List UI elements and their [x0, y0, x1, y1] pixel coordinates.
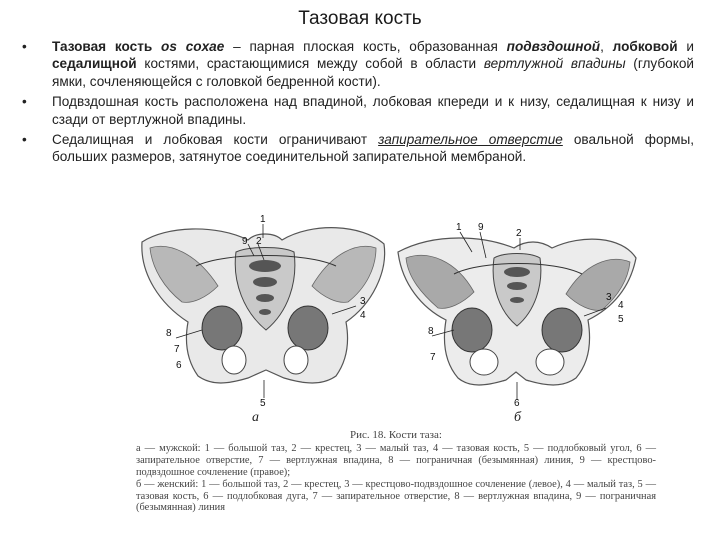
- figure-number-label: 7: [430, 352, 436, 363]
- figure-number-label: 5: [260, 398, 266, 409]
- bullet-item: [22, 93, 694, 128]
- bullet-list: [22, 38, 694, 169]
- bullet-text-run: (глубокой ямки, сочленяющейся с головкой бедренной кости).: [52, 56, 694, 89]
- female-pelvis-drawing: [398, 232, 636, 400]
- male-pelvis-drawing: [142, 224, 385, 398]
- bullet-dot: •: [22, 94, 27, 110]
- pelvis-figure: [136, 212, 656, 430]
- figure-caption: [136, 430, 656, 514]
- figure-letter-b: б: [514, 410, 522, 425]
- figure-number-label: 6: [514, 398, 520, 409]
- figure-number-label: 9: [242, 236, 248, 247]
- bullet-dot: •: [22, 39, 27, 54]
- figure-number-label: 2: [256, 236, 262, 247]
- bullet-text-run: ,: [600, 39, 613, 54]
- bullet-text-run: Седалищная и лобковая кости ограничивают: [52, 132, 379, 148]
- bullet-item: [22, 38, 694, 90]
- figure-number-label: 6: [176, 360, 182, 371]
- figure-letter-a: а: [252, 410, 259, 425]
- bullet-item: [22, 131, 694, 166]
- figure-number-label: 3: [360, 296, 366, 307]
- figure-number-label: 2: [516, 228, 522, 239]
- bullet-text-run: вертлужной впадины: [483, 56, 626, 72]
- caption-text-female: б — женский: 1 — большой таз, 2 — крестец, 3 — крестцово-подвздошное сочленение (левое), 4 — малый таз, 5 — тазовая кость, 6 — подлобковая дуга, 7 — запирательное отверстие, 8 — вертлужная впадина, 9 — пограничная (безымянная) линия: [136, 478, 656, 514]
- bullet-text-run: – парная плоская кость, образованная: [224, 39, 507, 54]
- bullet-dot: •: [22, 132, 27, 148]
- figure-number-label: 1: [456, 222, 462, 233]
- figure-number-label: 1: [260, 214, 266, 225]
- bullet-text-run: запирательное отверстие: [378, 132, 563, 148]
- bullet-text-run: подвздошной: [506, 39, 601, 54]
- pelvis-illustration: [136, 212, 656, 430]
- bullet-text-run: костями, срастающимися между собой в области: [136, 56, 484, 72]
- figure-number-label: 4: [618, 300, 624, 311]
- bullet-text-run: Подвздошная кость расположена над впадиной, лобковая кпереди и к низу, седалищная к низу и сзади от вертлужной впадины.: [52, 94, 694, 127]
- figure-number-label: 9: [478, 222, 484, 233]
- bullet-text-run: Тазовая кость: [52, 39, 162, 54]
- bullet-text-run: os coxae: [161, 39, 225, 54]
- figure-number-label: 5: [618, 314, 624, 325]
- bullet-text-run: и: [677, 39, 694, 54]
- caption-title: Рис. 18. Кости таза:: [350, 429, 442, 441]
- slide-title: Тазовая кость: [298, 8, 422, 29]
- figure-number-label: 3: [606, 292, 612, 303]
- figure-number-label: 8: [166, 328, 172, 339]
- figure-number-label: 8: [428, 326, 434, 337]
- caption-text-male: а — мужской: 1 — большой таз, 2 — крестец, 3 — малый таз, 4 — тазовая кость, 5 — подлобковый угол, 6 — запирательное отверстие, 7 — вертлужная впадина, 8 — пограничная (безымянная) линия, 9 — крестцово-подвздошное сочленение (правое);: [136, 442, 656, 478]
- figure-number-label: 7: [174, 344, 180, 355]
- bullet-text-run: седалищной: [52, 56, 137, 72]
- bullet-text-run: овальной формы, больших размеров, затянутое соединительной запирательной мембраной.: [52, 132, 694, 165]
- bullet-text-run: лобковой: [612, 39, 678, 54]
- figure-number-label: 4: [360, 310, 366, 321]
